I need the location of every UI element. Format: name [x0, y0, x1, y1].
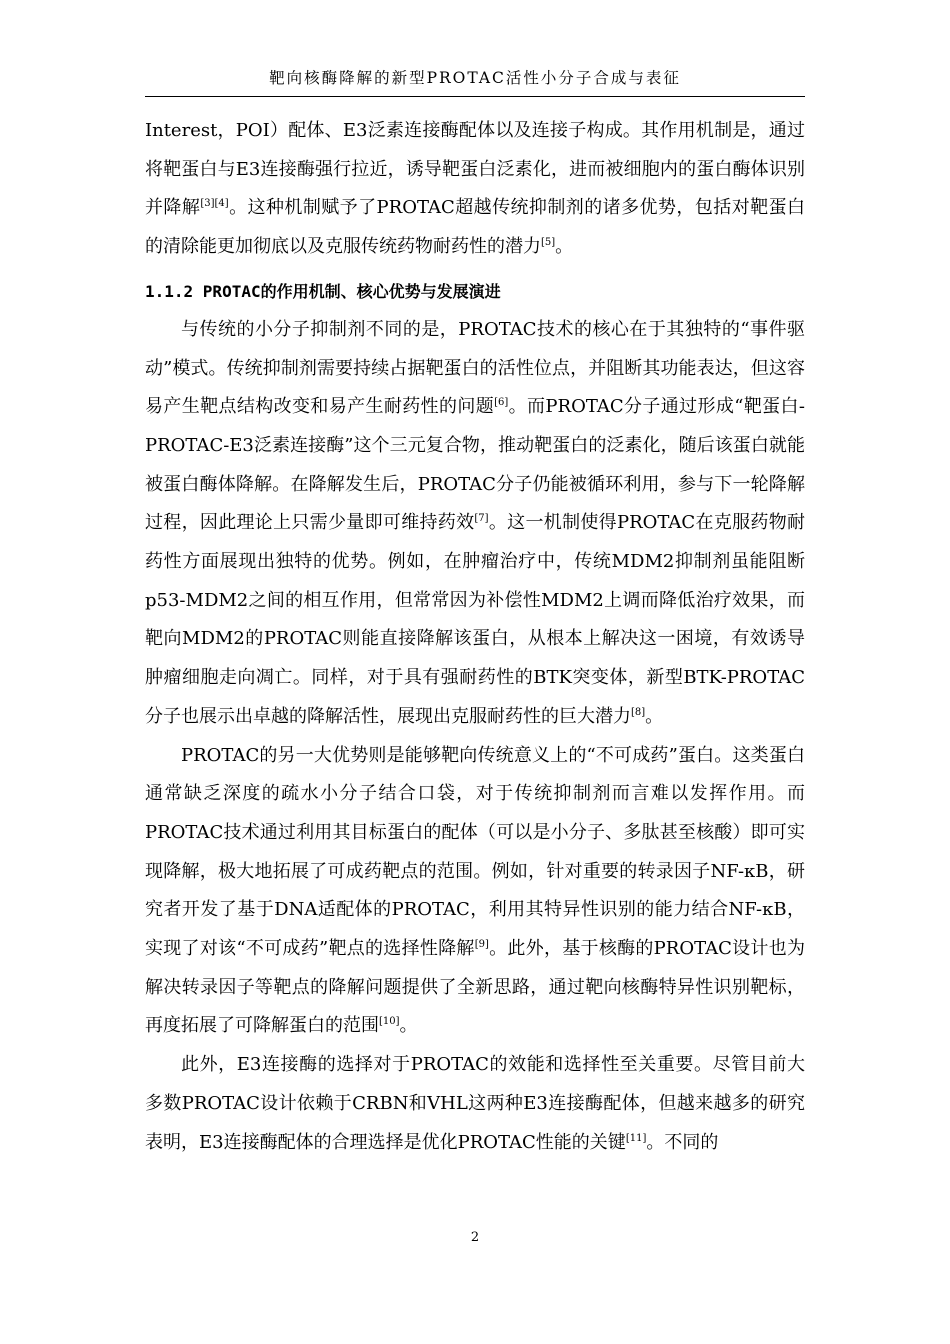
running-header: 靶向核酶降解的新型PROTAC活性小分子合成与表征 [269, 69, 681, 87]
document-body [145, 112, 805, 1162]
citation-ref: [8] [631, 706, 646, 718]
citation-ref: [6] [494, 397, 509, 409]
paragraph-3 [145, 737, 805, 1047]
paragraph-text: 。 [555, 236, 574, 258]
paragraph-4 [145, 1046, 805, 1162]
citation-ref: [7] [474, 513, 489, 525]
paragraph-text: 。 [399, 1015, 418, 1037]
paragraph-text: 。 [645, 705, 664, 727]
paragraph-1 [145, 112, 805, 267]
citation-ref: [10] [379, 1016, 400, 1028]
paragraph-text: Interest，POI）配体、E3泛素连接酶配体以及连接子构成。其作用机制是，通过将靶蛋白与E3连接酶强行拉近，诱导靶蛋白泛素化，进而被细胞内的蛋白酶体识别并降解 [145, 120, 805, 219]
paragraph-text: 此外，E3连接酶的选择对于PROTAC的效能和选择性至关重要。尽管目前大多数PROTAC设计依赖于CRBN和VHL这两种E3连接酶配体，但越来越多的研究表明，E3连接酶配体的合理选择是优化PROTAC性能的关键 [145, 1054, 805, 1153]
paragraph-text: 。不同的 [646, 1131, 719, 1153]
paragraph-text: 。这一机制使得PROTAC在克服药物耐药性方面展现出独特的优势。例如，在肿瘤治疗中，传统MDM2抑制剂虽能阻断p53-MDM2之间的相互作用，但常常因为补偿性MDM2上调而降低治疗效果，而靶向MDM2的PROTAC则能直接降解该蛋白，从根本上解决这一困境，有效诱导肿瘤细胞走向凋亡。同样，对于具有强耐药性的BTK突变体，新型BTK-PROTAC分子也展示出卓越的降解活性，展现出克服耐药性的巨大潜力 [145, 512, 805, 727]
paragraph-2 [145, 311, 805, 737]
paragraph-text: 与传统的小分子抑制剂不同的是，PROTAC技术的核心在于其独特的“事件驱动”模式。传统抑制剂需要持续占据靶蛋白的活性位点，并阻断其功能表达，但这容易产生靶点结构改变和易产生耐药性的问题 [145, 318, 805, 418]
citation-ref: [11] [625, 1132, 647, 1144]
citation-ref: [5] [541, 237, 556, 249]
section-heading: 1.1.2 PROTAC的作用机制、核心优势与发展演进 [145, 281, 501, 301]
paragraph-text: PROTAC的另一大优势则是能够靶向传统意义上的“不可成药”蛋白。这类蛋白通常缺乏深度的疏水小分子结合口袋，对于传统抑制剂而言难以发挥作用。而PROTAC技术通过利用其目标蛋白的配体（可以是小分子、多肽甚至核酸）即可实现降解，极大地拓展了可成药靶点的范围。例如，针对重要的转录因子NF-κB，研究者开发了基于DNA适配体的PROTAC，利用其特异性识别的能力结合NF-κB，实现了对该“不可成药”靶点的选择性降解 [145, 744, 805, 960]
paragraph-text: 。此外，基于核酶的PROTAC设计也为解决转录因子等靶点的降解问题提供了全新思路，通过靶向核酶特异性识别靶标，再度拓展了可降解蛋白的范围 [145, 938, 805, 1037]
citation-ref: [3][4] [200, 198, 229, 210]
page-number: 2 [470, 1230, 480, 1245]
header-divider [145, 96, 805, 97]
paragraph-text: 。这种机制赋予了PROTAC超越传统抑制剂的诸多优势，包括对靶蛋白的清除能更加彻底以及克服传统药物耐药性的潜力 [145, 197, 806, 258]
paragraph-text: 。而PROTAC分子通过形成“靶蛋白-PROTAC-E3泛素连接酶”这个三元复合物，推动靶蛋白的泛素化，随后该蛋白就能被蛋白酶体降解。在降解发生后，PROTAC分子仍能被循环利用，参与下一轮降解过程，因此理论上只需少量即可维持药效 [145, 396, 806, 534]
citation-ref: [9] [474, 939, 489, 951]
